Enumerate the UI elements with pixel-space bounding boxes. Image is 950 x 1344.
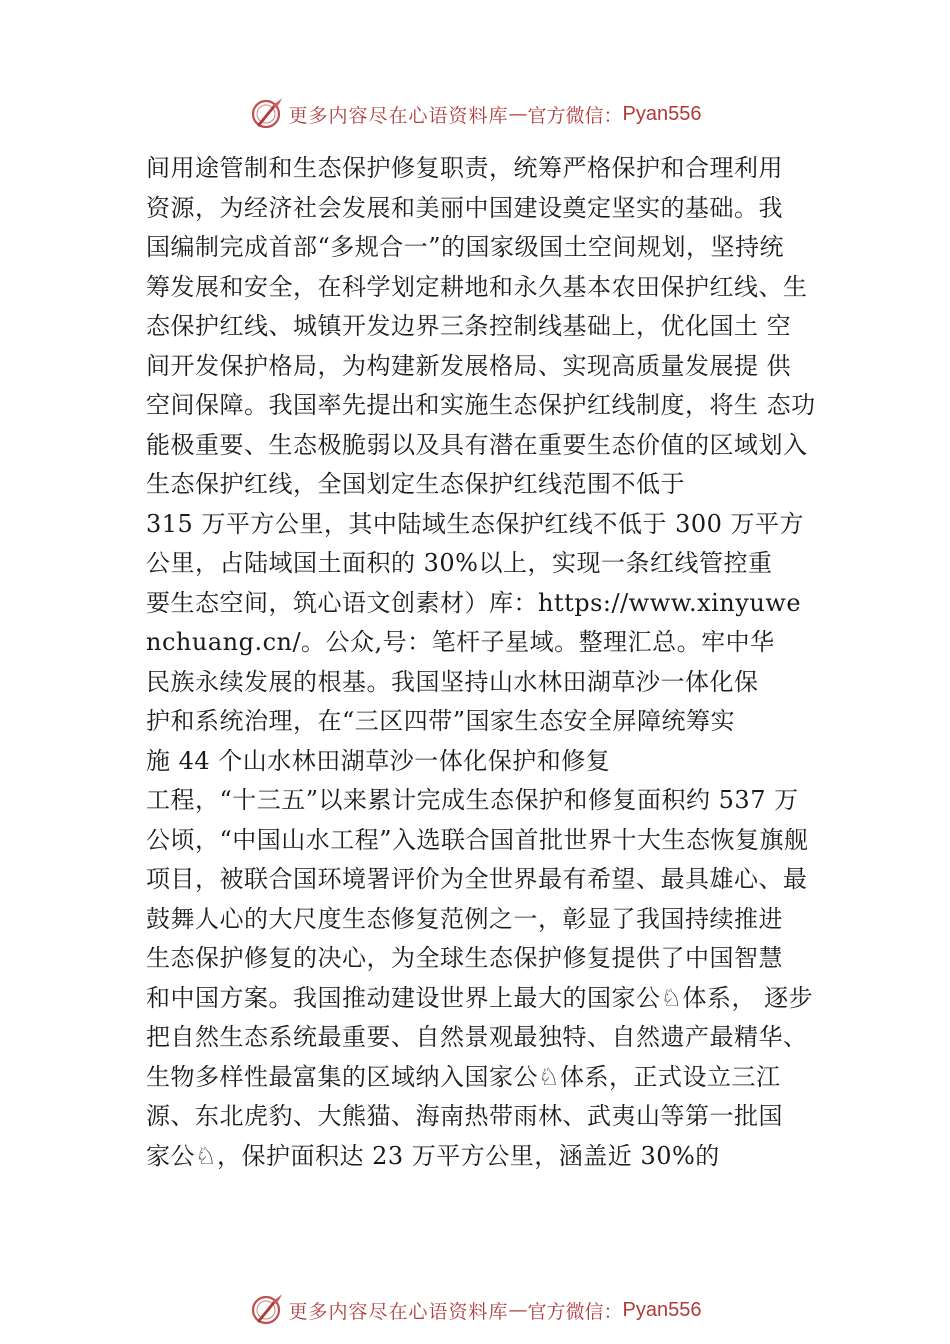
banner-wechat-id: Pyan556 [622, 1298, 702, 1321]
text-line: 要生态空间，筑心语文创素材）库：https://www.xinyuwe [146, 588, 802, 617]
text-line: 生态保护修复的决心，为全球生态保护修复提供了中国智慧 [146, 944, 783, 972]
text-line: 工程，“十三五”以来累计完成生态保护和修复面积约 537 万 [146, 786, 799, 814]
text-line: 间开发保护格局，为构建新发展格局、实现高质量发展提 供 [146, 351, 792, 380]
quill-seal-logo-icon [249, 1293, 283, 1327]
text-line: 把自然生态系统最重要、自然景观最独特、自然遗产最精华、 [146, 1023, 808, 1051]
text-line: 间用途管制和生态保护修复职责，统筹严格保护和合理利用 [146, 154, 783, 182]
footer-banner [0, 1290, 950, 1330]
text-line: 能极重要、生态极脆弱以及具有潜在重要生态价值的区域划入 [146, 430, 808, 459]
banner-title: 更多内容尽在心语资料库 [288, 1300, 509, 1323]
text-line: 公里，占陆域国土面积的 30%以上，实现一条红线管控重 [146, 549, 773, 577]
text-line: 源、东北虎豹、大熊猫、海南热带雨林、武夷山等第一批国 [146, 1102, 783, 1130]
text-line: 家公♘，保护面积达 23 万平方公里，涵盖近 30%的 [146, 1141, 720, 1170]
text-line: 鼓舞人心的大尺度生态修复范例之一，彰显了我国持续推进 [146, 904, 783, 933]
banner-wechat-label: 官方微信： [527, 104, 623, 127]
text-line: 筹发展和安全，在科学划定耕地和永久基本农田保护红线、生 [146, 272, 808, 301]
document-body [146, 149, 846, 1176]
text-line: 护和系统治理，在“三区四带”国家生态安全屏障统筹实 [146, 707, 736, 735]
text-line: 315 万平方公里，其中陆域生态保护红线不低于 300 万平方 [146, 509, 805, 538]
banner-title: 更多内容尽在心语资料库 [288, 104, 509, 127]
banner-wechat-id: Pyan556 [622, 102, 702, 125]
banner-wechat-label: 官方微信： [527, 1300, 623, 1323]
text-line: 空间保障。我国率先提出和实施生态保护红线制度，将生 态功 [146, 391, 816, 419]
text-line: 民族永续发展的根基。我国坚持山水林田湖草沙一体化保 [146, 667, 759, 696]
text-line: 态保护红线、城镇开发边界三条控制线基础上，优化国土 空 [146, 312, 792, 340]
banner-separator: — [508, 1299, 528, 1321]
text-line: 项目，被联合国环境署评价为全世界最有希望、最具雄心、最 [146, 865, 808, 893]
quill-seal-logo-icon [249, 97, 283, 131]
text-line: nchuang.cn/。公众,号：笔杆子星域。整理汇总。牢中华 [146, 628, 775, 656]
banner-separator: — [508, 103, 528, 125]
text-line: 施 44 个山水林田湖草沙一体化保护和修复 [146, 746, 611, 775]
text-line: 生物多样性最富集的区域纳入国家公♘体系，正式设立三江 [146, 1062, 781, 1091]
text-line: 国编制完成首部“多规合一”的国家级国土空间规划，坚持统 [146, 233, 785, 261]
text-line: 资源，为经济社会发展和美丽中国建设奠定坚实的基础。我 [146, 193, 783, 222]
text-line: 公顷，“中国山水工程”入选联合国首批世界十大生态恢复旗舰 [146, 825, 809, 854]
text-line: 和中国方案。我国推动建设世界上最大的国家公♘体系， 逐步 [146, 983, 814, 1012]
header-banner [0, 94, 950, 134]
text-line: 生态保护红线，全国划定生态保护红线范围不低于 [146, 470, 685, 498]
